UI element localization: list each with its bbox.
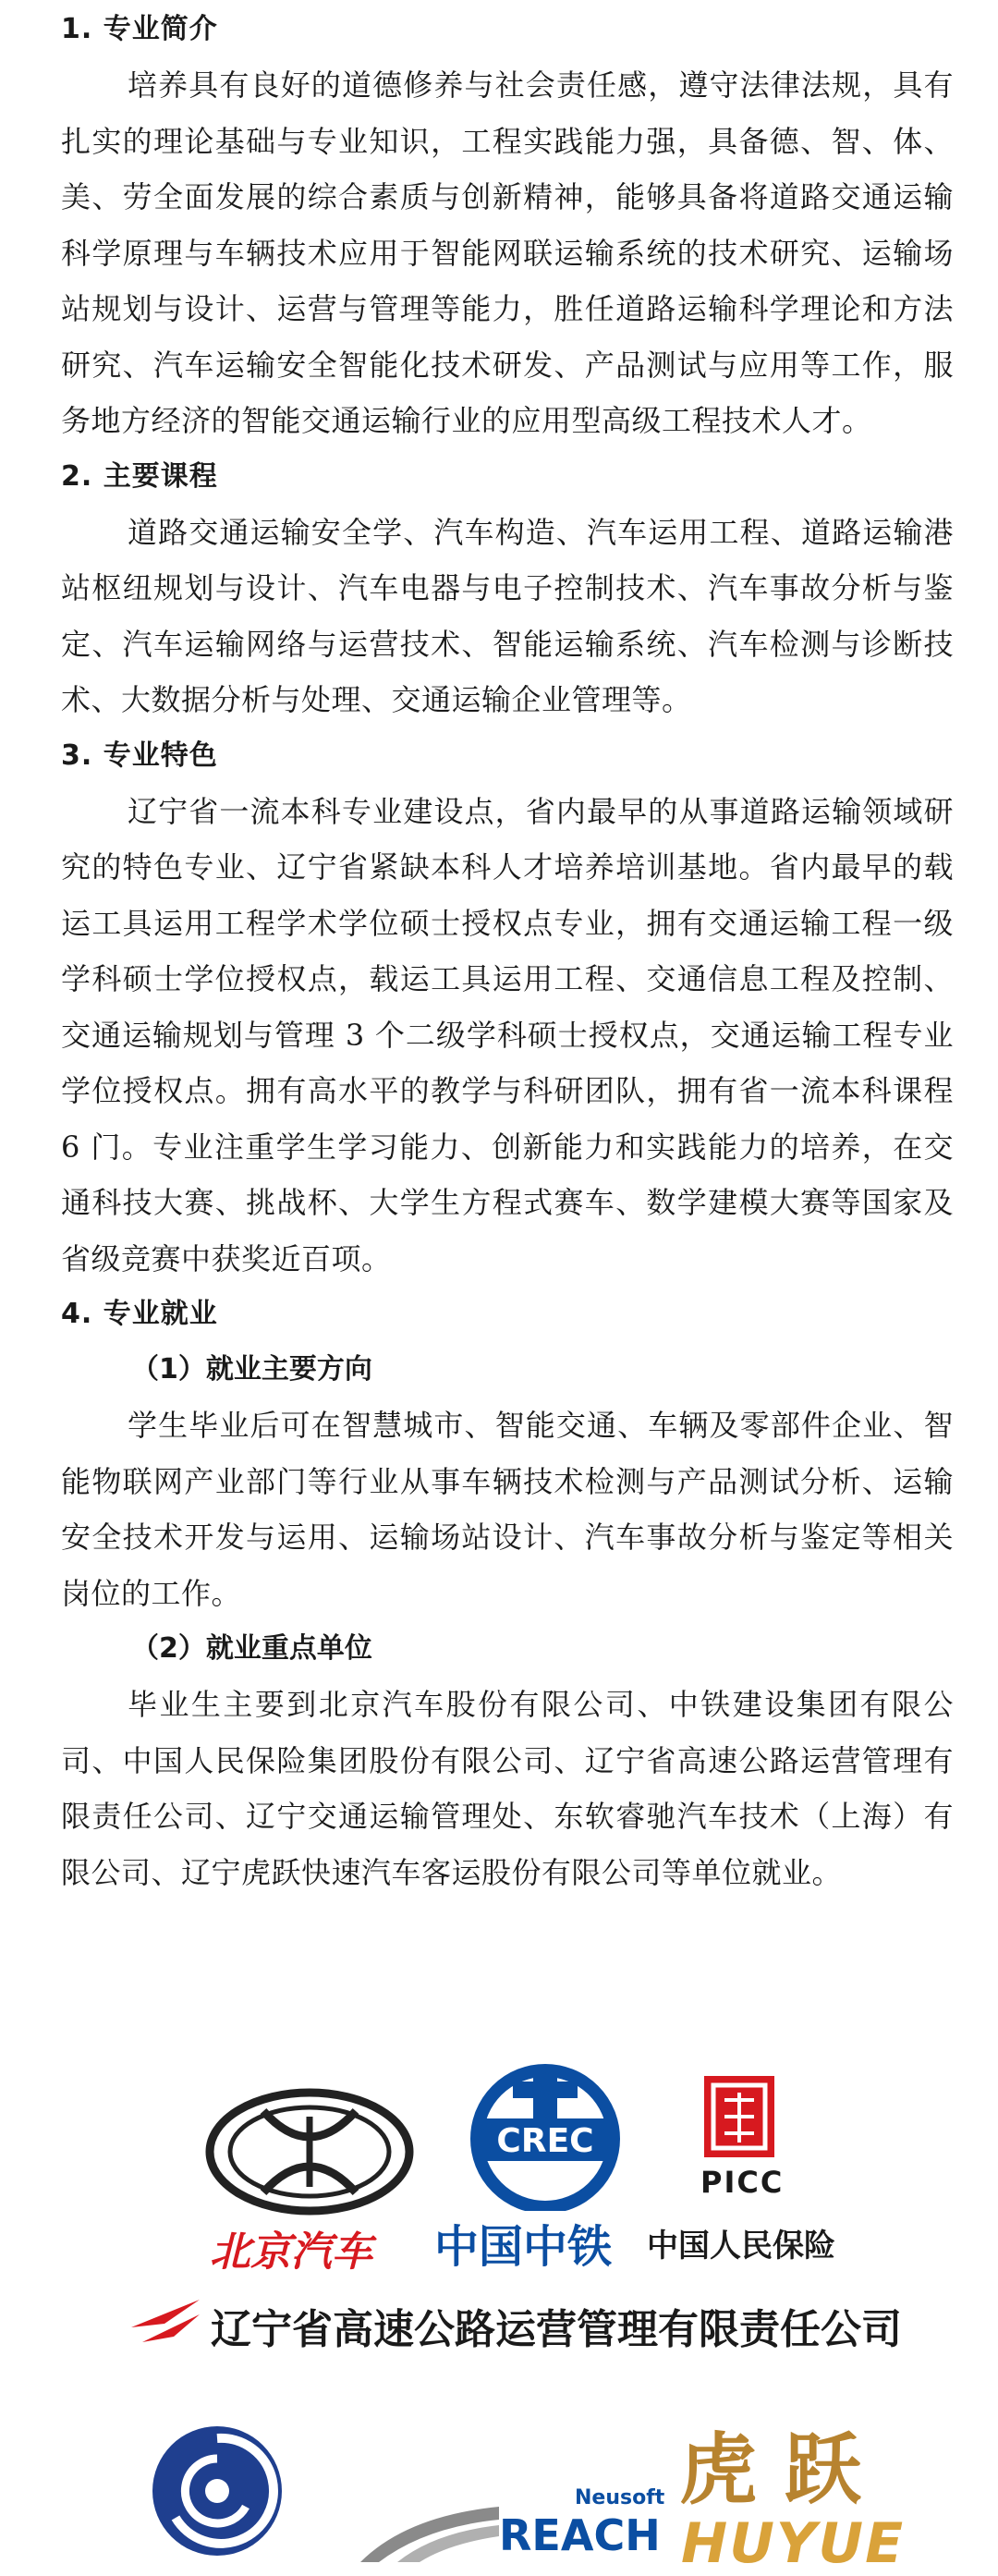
transport-admin-logo: [148, 2422, 286, 2560]
paragraph-courses: 道路交通运输安全学、汽车构造、汽车运用工程、道路运输港站枢纽规划与设计、汽车电器与电子控制技术、汽车事故分析与鉴定、汽车运输网络与运营技术、智能运输系统、汽车检测与诊断技术、大数据分析与处理、交通运输企业管理等。: [61, 514, 954, 717]
neusoft-wordmark: Neusoft: [575, 2486, 665, 2509]
crec-emblem-icon: [457, 2063, 633, 2211]
expressway-logo: [128, 2292, 904, 2357]
crec-emblem-text: CREC: [496, 2122, 594, 2160]
huyue-en-wordmark: HUYUE: [681, 2511, 906, 2576]
paragraph-employers: 毕业生主要到北京汽车股份有限公司、中铁建设集团有限公司、中国人民保险集团股份有限公司、辽宁省高速公路运营管理有限责任公司、辽宁交通运输管理处、东软睿驰汽车技术（上海）有限公司、辽宁虎跃快速汽车客运股份有限公司等单位就业。: [61, 1687, 954, 1890]
neusoft-reach-logo: [360, 2486, 665, 2570]
employer-logos: [0, 2061, 998, 2576]
section-heading-employment: 4. 专业就业: [61, 1298, 218, 1330]
reach-wordmark: REACH: [499, 2510, 661, 2560]
document-body: [61, 0, 954, 1900]
section-heading-features: 3. 专业特色: [61, 739, 218, 772]
paragraph-intro: 培养具有良好的道德修养与社会责任感，遵守法律法规，具有扎实的理论基础与专业知识，工程实践能力强，具备德、智、体、美、劳全面发展的综合素质与创新精神，能够具备将道路交通运输科学原理与车辆技术应用于智能网联运输系统的技术研究、运输场站规划与设计、运营与管理等能力，胜任道路运输科学理论和方法研究、汽车运输安全智能化技术研发、产品测试与应用等工作，服务地方经济的智能交通运输行业的应用型高级工程技术人才。: [61, 67, 954, 438]
expressway-wordmark: 辽宁省高速公路运营管理有限责任公司: [211, 2306, 902, 2353]
paragraph-direction: 学生毕业后可在智慧城市、智能交通、车辆及零部件企业、智能物联网产业部门等行业从事车辆技术检测与产品测试分析、运输安全技术开发与运用、运输场站设计、汽车事故分析与鉴定等相关岗位的工作。: [61, 1408, 954, 1611]
huyue-logo: [679, 2408, 906, 2576]
baic-wordmark: 北京汽车: [210, 2228, 372, 2276]
picc-cn-wordmark: 中国人民保险: [647, 2228, 835, 2265]
baic-logo: [199, 2080, 420, 2274]
paragraph-features: 辽宁省一流本科专业建设点，省内最早的从事道路运输领域研究的特色专业、辽宁省紧缺本科人才培养培训基地。省内最早的载运工具运用工程学术学位硕士授权点专业，拥有交通运输工程一级学科硕士学位授权点，载运工具运用工程、交通信息工程及控制、交通运输规划与管理 3 个二级学科硕士授权点，交通运输工程专业学位授权点。拥有高水平的教学与科研团队，拥有省一流本科课程 6 门。专业注重学生学习能力、创新能力和实践能力的培养，在交通科技大赛、挑战杯、大学生方程式赛车、数学建模大赛等国家及省级竞赛中获奖近百项。: [61, 793, 954, 1276]
baic-emblem-icon: [199, 2080, 420, 2218]
picc-en-wordmark: PICC: [700, 2165, 785, 2200]
expressway-swoosh-icon: [128, 2296, 201, 2351]
section-heading-courses: 2. 主要课程: [61, 459, 218, 493]
subheading-employers: （2）就业重点单位: [131, 1632, 372, 1665]
picc-logo: [647, 2061, 887, 2274]
swirl-emblem-icon: [148, 2422, 286, 2560]
picc-seal-icon: [704, 2076, 774, 2157]
huyue-cn-wordmark: 虎 跃: [679, 2424, 862, 2515]
crec-wordmark: 中国中铁: [434, 2221, 613, 2273]
reach-road-icon: [360, 2507, 499, 2562]
crec-logo: [434, 2063, 656, 2276]
section-heading-intro: 1. 专业简介: [61, 13, 218, 45]
subheading-direction: （1）就业主要方向: [131, 1353, 372, 1386]
